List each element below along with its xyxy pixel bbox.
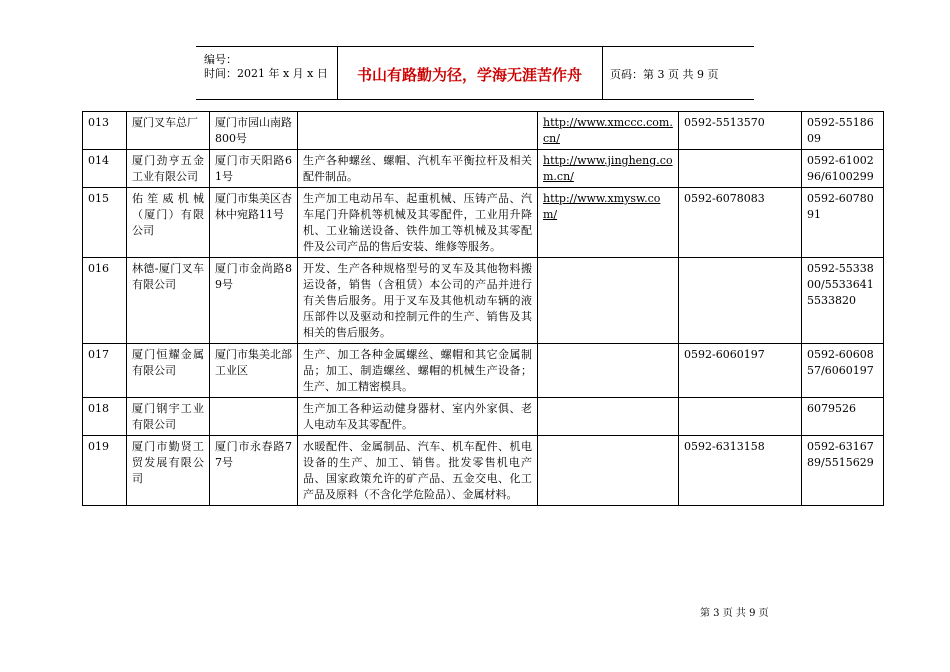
- fax-cell: 0592-6100296/6100299: [802, 150, 884, 188]
- website-link[interactable]: http://www.xmysw.com/: [543, 192, 661, 221]
- company-address: [210, 398, 298, 436]
- header-time: 时间：2021 年 x 月 x 日: [204, 67, 328, 80]
- company-name: 厦门钢宇工业有限公司: [127, 398, 210, 436]
- header-divider: [602, 47, 603, 99]
- fax-cell: 0592-5518609: [802, 112, 884, 150]
- website-cell: [538, 398, 679, 436]
- business-scope: 生产加工各种运动健身器材、室内外家俱、老人电动车及其零配件。: [298, 398, 538, 436]
- company-address: 厦门市园山南路800号: [210, 112, 298, 150]
- business-scope: 水暖配件、金属制品、汽车、机车配件、机电设备的生产、加工、销售。批发零售机电产品、国家政策允许的矿产品、五金交电、化工产品及原料（不含化学危险品）、金属材料。: [298, 436, 538, 506]
- fax-cell: 0592-6060857/6060197: [802, 344, 884, 398]
- phone-cell: [679, 398, 802, 436]
- company-name: 厦门叉车总厂: [127, 112, 210, 150]
- company-address: 厦门市永春路77号: [210, 436, 298, 506]
- website-cell: [538, 344, 679, 398]
- fax-cell: 0592-6316789/5515629: [802, 436, 884, 506]
- row-id: 014: [83, 150, 127, 188]
- phone-cell: 0592-5513570: [679, 112, 802, 150]
- business-scope: 生产、加工各种金属螺丝、螺帽和其它金属制品；加工、制造螺丝、螺帽的机械生产设备；生产、加工精密模具。: [298, 344, 538, 398]
- company-name: 林德-厦门叉车有限公司: [127, 258, 210, 344]
- website-cell: [538, 188, 679, 258]
- table-row: [83, 344, 884, 398]
- page-footer: 第 3 页 共 9 页: [700, 608, 769, 619]
- table-row: [83, 258, 884, 344]
- company-name: 佑笙威机械（厦门）有限公司: [127, 188, 210, 258]
- phone-cell: 0592-6313158: [679, 436, 802, 506]
- phone-cell: [679, 150, 802, 188]
- fax-cell: 0592-6078091: [802, 188, 884, 258]
- header-motto: 书山有路勤为径，学海无涯苦作舟: [356, 66, 582, 84]
- fax-cell: 0592-5533800/5533641 5533820: [802, 258, 884, 344]
- website-cell: [538, 150, 679, 188]
- fax-cell: 6079526: [802, 398, 884, 436]
- business-scope: 开发、生产各种规格型号的叉车及其他物料搬运设备，销售（含租赁）本公司的产品并进行有关售后服务。用于叉车及其他机动车辆的液压部件以及驱动和控制元件的生产、销售及其相关的售后服务。: [298, 258, 538, 344]
- table-row: [83, 398, 884, 436]
- company-name: 厦门市勤贤工贸发展有限公司: [127, 436, 210, 506]
- table-row: [83, 436, 884, 506]
- table-row: [83, 188, 884, 258]
- row-id: 013: [83, 112, 127, 150]
- page-header: [196, 46, 754, 100]
- company-address: 厦门市集美北部工业区: [210, 344, 298, 398]
- header-number: 编号：: [204, 53, 237, 66]
- table-row: [83, 112, 884, 150]
- company-address: 厦门市天阳路61号: [210, 150, 298, 188]
- table-row: [83, 150, 884, 188]
- website-cell: [538, 112, 679, 150]
- business-scope: 生产各种螺丝、螺帽、汽机车平衡拉杆及相关配件制品。: [298, 150, 538, 188]
- company-address: 厦门市集美区杏林中宛路11号: [210, 188, 298, 258]
- company-name: 厦门劲亨五金工业有限公司: [127, 150, 210, 188]
- website-cell: [538, 436, 679, 506]
- row-id: 015: [83, 188, 127, 258]
- phone-cell: 0592-6078083: [679, 188, 802, 258]
- row-id: 016: [83, 258, 127, 344]
- row-id: 018: [83, 398, 127, 436]
- business-scope: [298, 112, 538, 150]
- company-table: [82, 111, 884, 506]
- row-id: 017: [83, 344, 127, 398]
- company-name: 厦门恒耀金属有限公司: [127, 344, 210, 398]
- business-scope: 生产加工电动吊车、起重机械、压铸产品、汽车尾门升降机等机械及其零配件，工业用升降机、工业输送设备、铁件加工等机械及其零配件及公司产品的售后安装、维修等服务。: [298, 188, 538, 258]
- phone-cell: 0592-6060197: [679, 344, 802, 398]
- website-cell: [538, 258, 679, 344]
- website-link[interactable]: http://www.xmccc.com.cn/: [543, 116, 673, 145]
- website-link[interactable]: http://www.jingheng.com.cn/: [543, 154, 673, 183]
- header-page-number: 页码：第 3 页 共 9 页: [610, 68, 719, 81]
- company-address: 厦门市金尚路89号: [210, 258, 298, 344]
- phone-cell: [679, 258, 802, 344]
- row-id: 019: [83, 436, 127, 506]
